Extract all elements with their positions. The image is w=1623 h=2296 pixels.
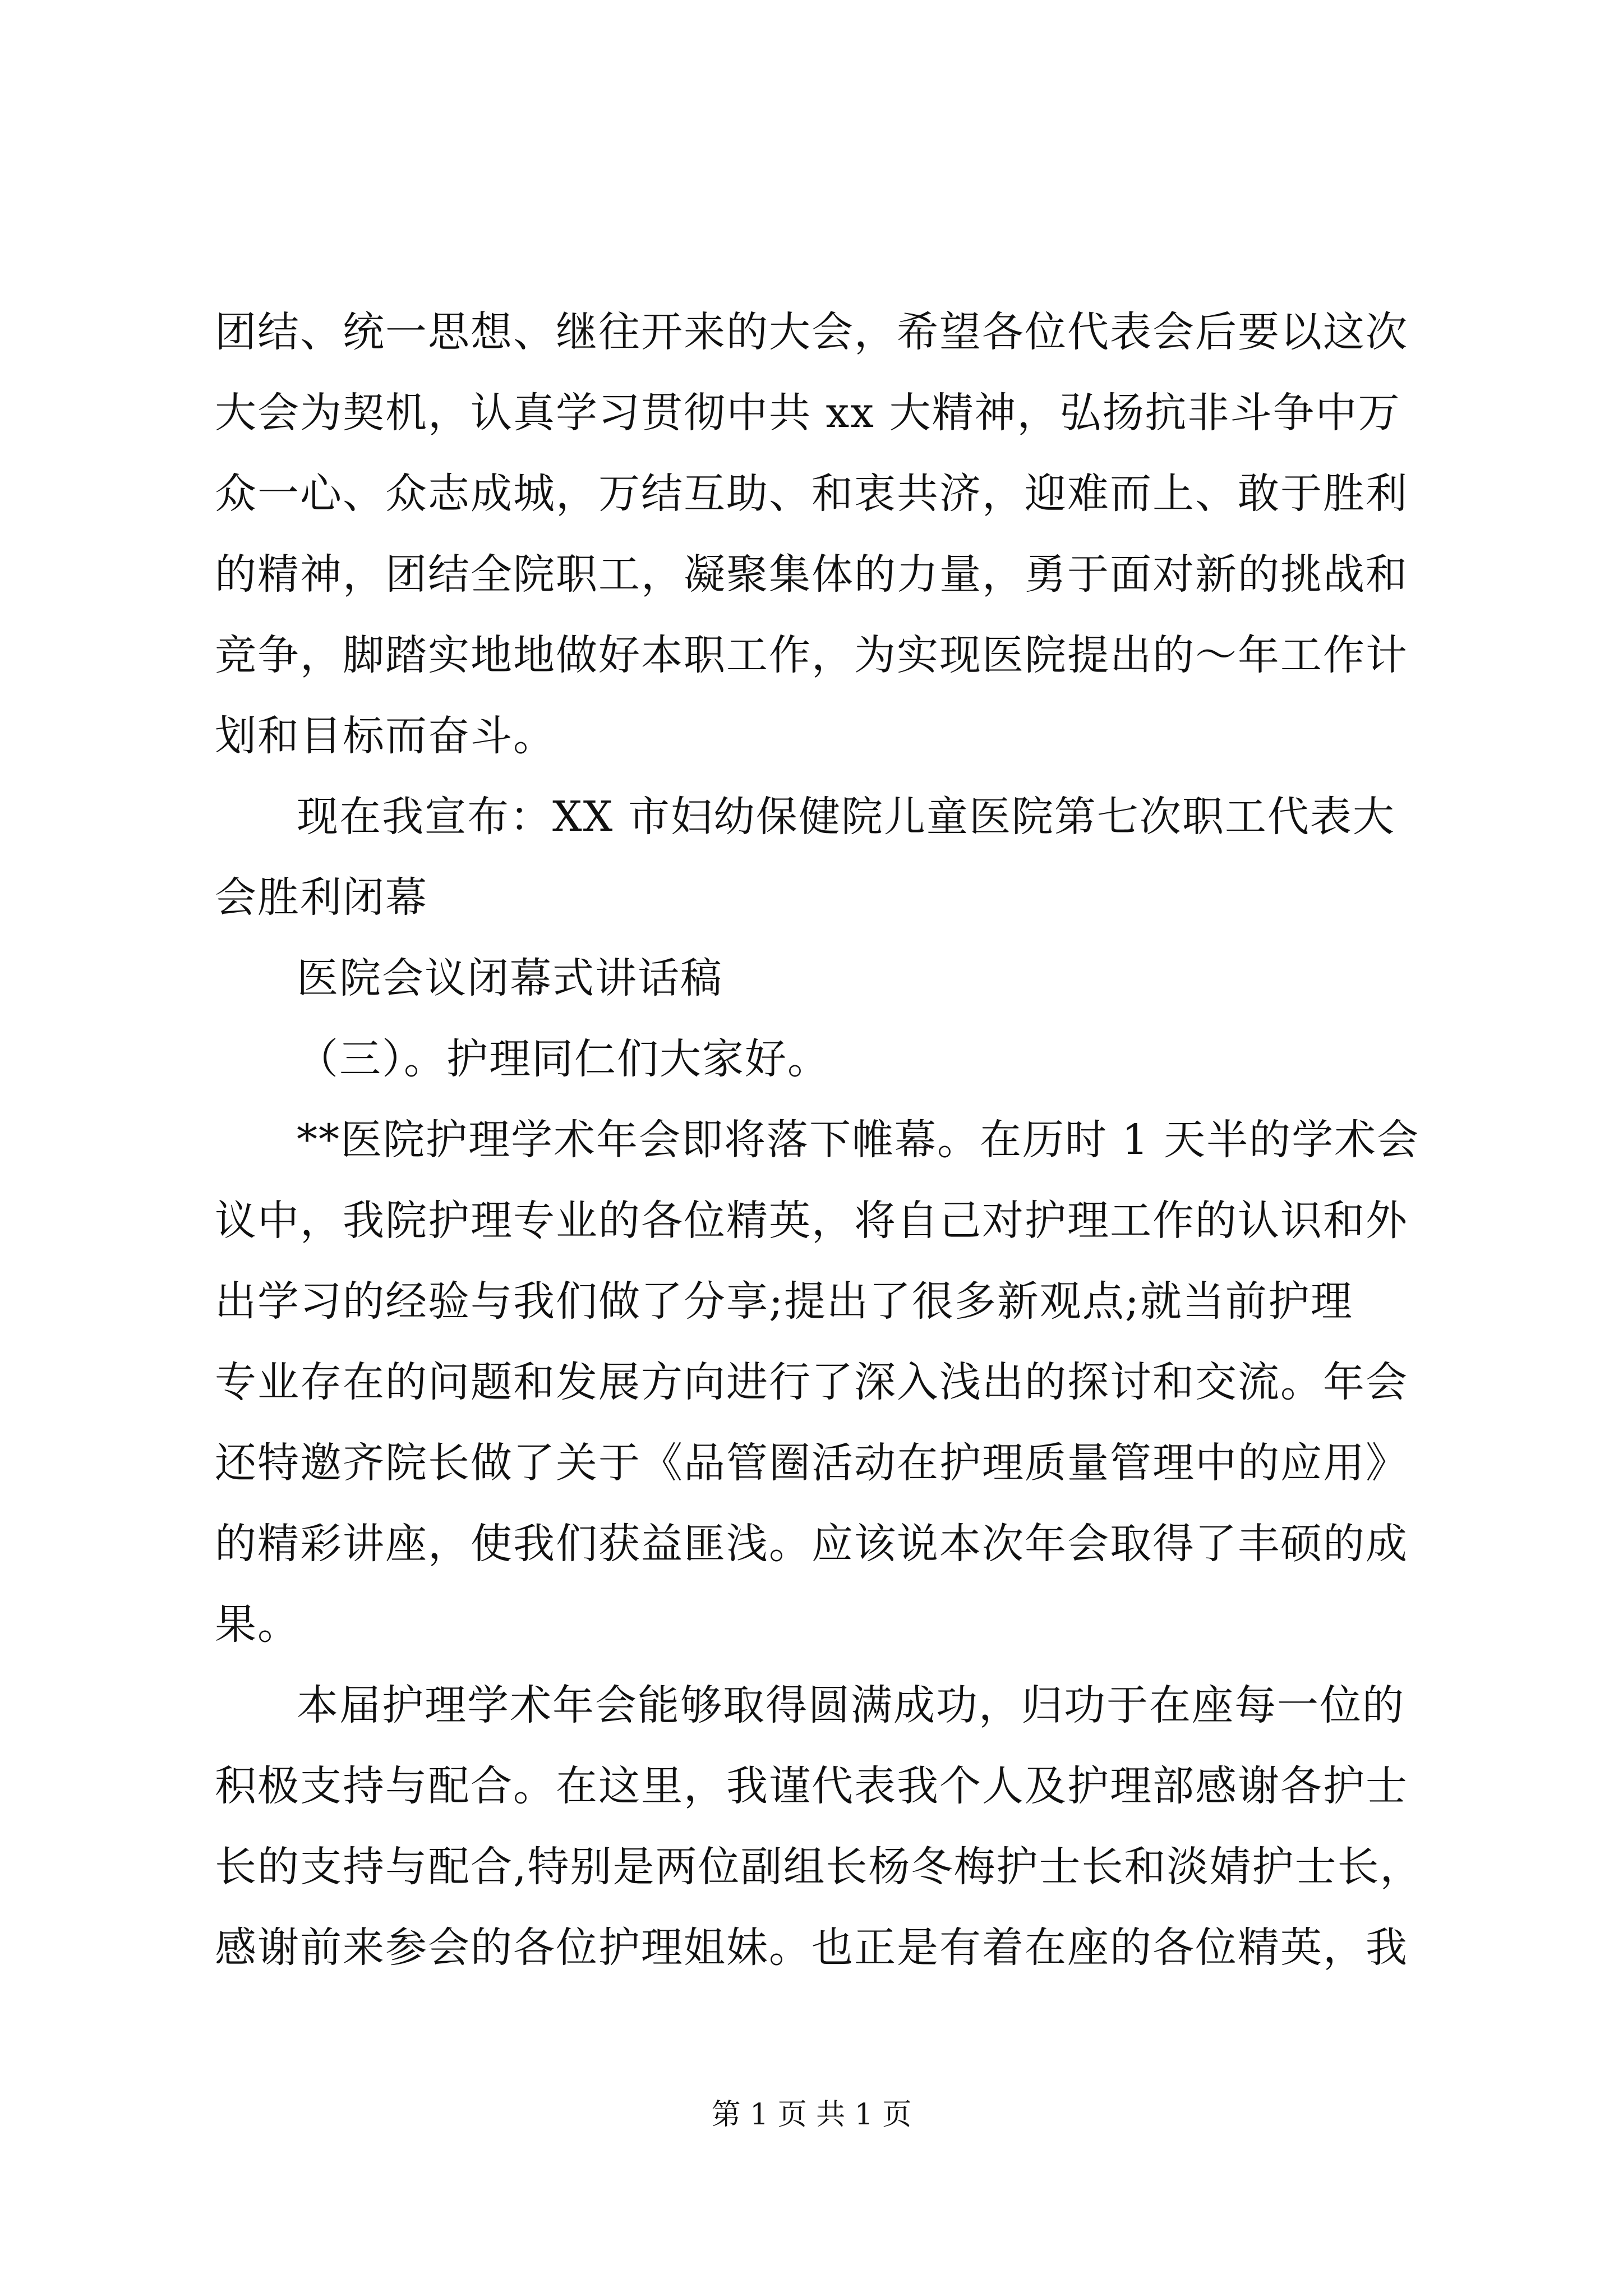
text-line: 的精彩讲座，使我们获益匪浅。应该说本次年会取得了丰硕的成 [215,1520,1408,1568]
section-heading: 医院会议闭幕式讲话稿 [297,954,723,1002]
text-line: 竞争，脚踏实地地做好本职工作，为实现医院提出的～年工作计 [215,631,1408,679]
text-line: 众一心、众志成城，万结互助、和衷共济，迎难而上、敢于胜利 [215,470,1408,518]
text-line: 还特邀齐院长做了关于《品管圈活动在护理质量管理中的应用》 [215,1439,1408,1487]
document-body [215,292,1421,1988]
text-line: 会胜利闭幕 [215,873,428,922]
text-line: 大会为契机，认真学习贯彻中共 xx 大精神，弘扬抗非斗争中万 [215,389,1401,437]
text-line: 划和目标而奋斗。 [215,712,556,760]
text-line: 专业存在的问题和发展方向进行了深入浅出的探讨和交流。年会 [215,1358,1408,1406]
text-line: 议中，我院护理专业的各位精英，将自己对护理工作的认识和外 [215,1197,1408,1245]
page-footer [0,2095,1623,2134]
text-line: 积极支持与配合。在这里，我谨代表我个人及护理部感谢各护士 [215,1762,1408,1810]
text-line: 现在我宣布：XX 市妇幼保健院儿童医院第七次职工代表大 [297,793,1395,841]
text-line: **医院护理学术年会即将落下帷幕。在历时 1 天半的学术会 [297,1116,1420,1164]
text-line: 感谢前来参会的各位护理姐妹。也正是有着在座的各位精英，我 [215,1924,1408,1972]
text-line: （三）。护理同仁们大家好。 [297,1035,830,1083]
page-number: 第 1 页 共 1 页 [711,2098,912,2132]
text-line: 果。 [215,1600,300,1649]
text-line: 团结、统一思想、继往开来的大会，希望各位代表会后要以这次 [215,308,1408,356]
text-line: 本届护理学术年会能够取得圆满成功，归功于在座每一位的 [297,1681,1405,1729]
text-line: 的精神，团结全院职工，凝聚集体的力量，勇于面对新的挑战和 [215,550,1408,599]
text-line: 长的支持与配合,特别是两位副组长杨冬梅护士长和淡婧护士长， [215,1843,1423,1891]
text-line: 出学习的经验与我们做了分享;提出了很多新观点;就当前护理 [215,1277,1353,1326]
